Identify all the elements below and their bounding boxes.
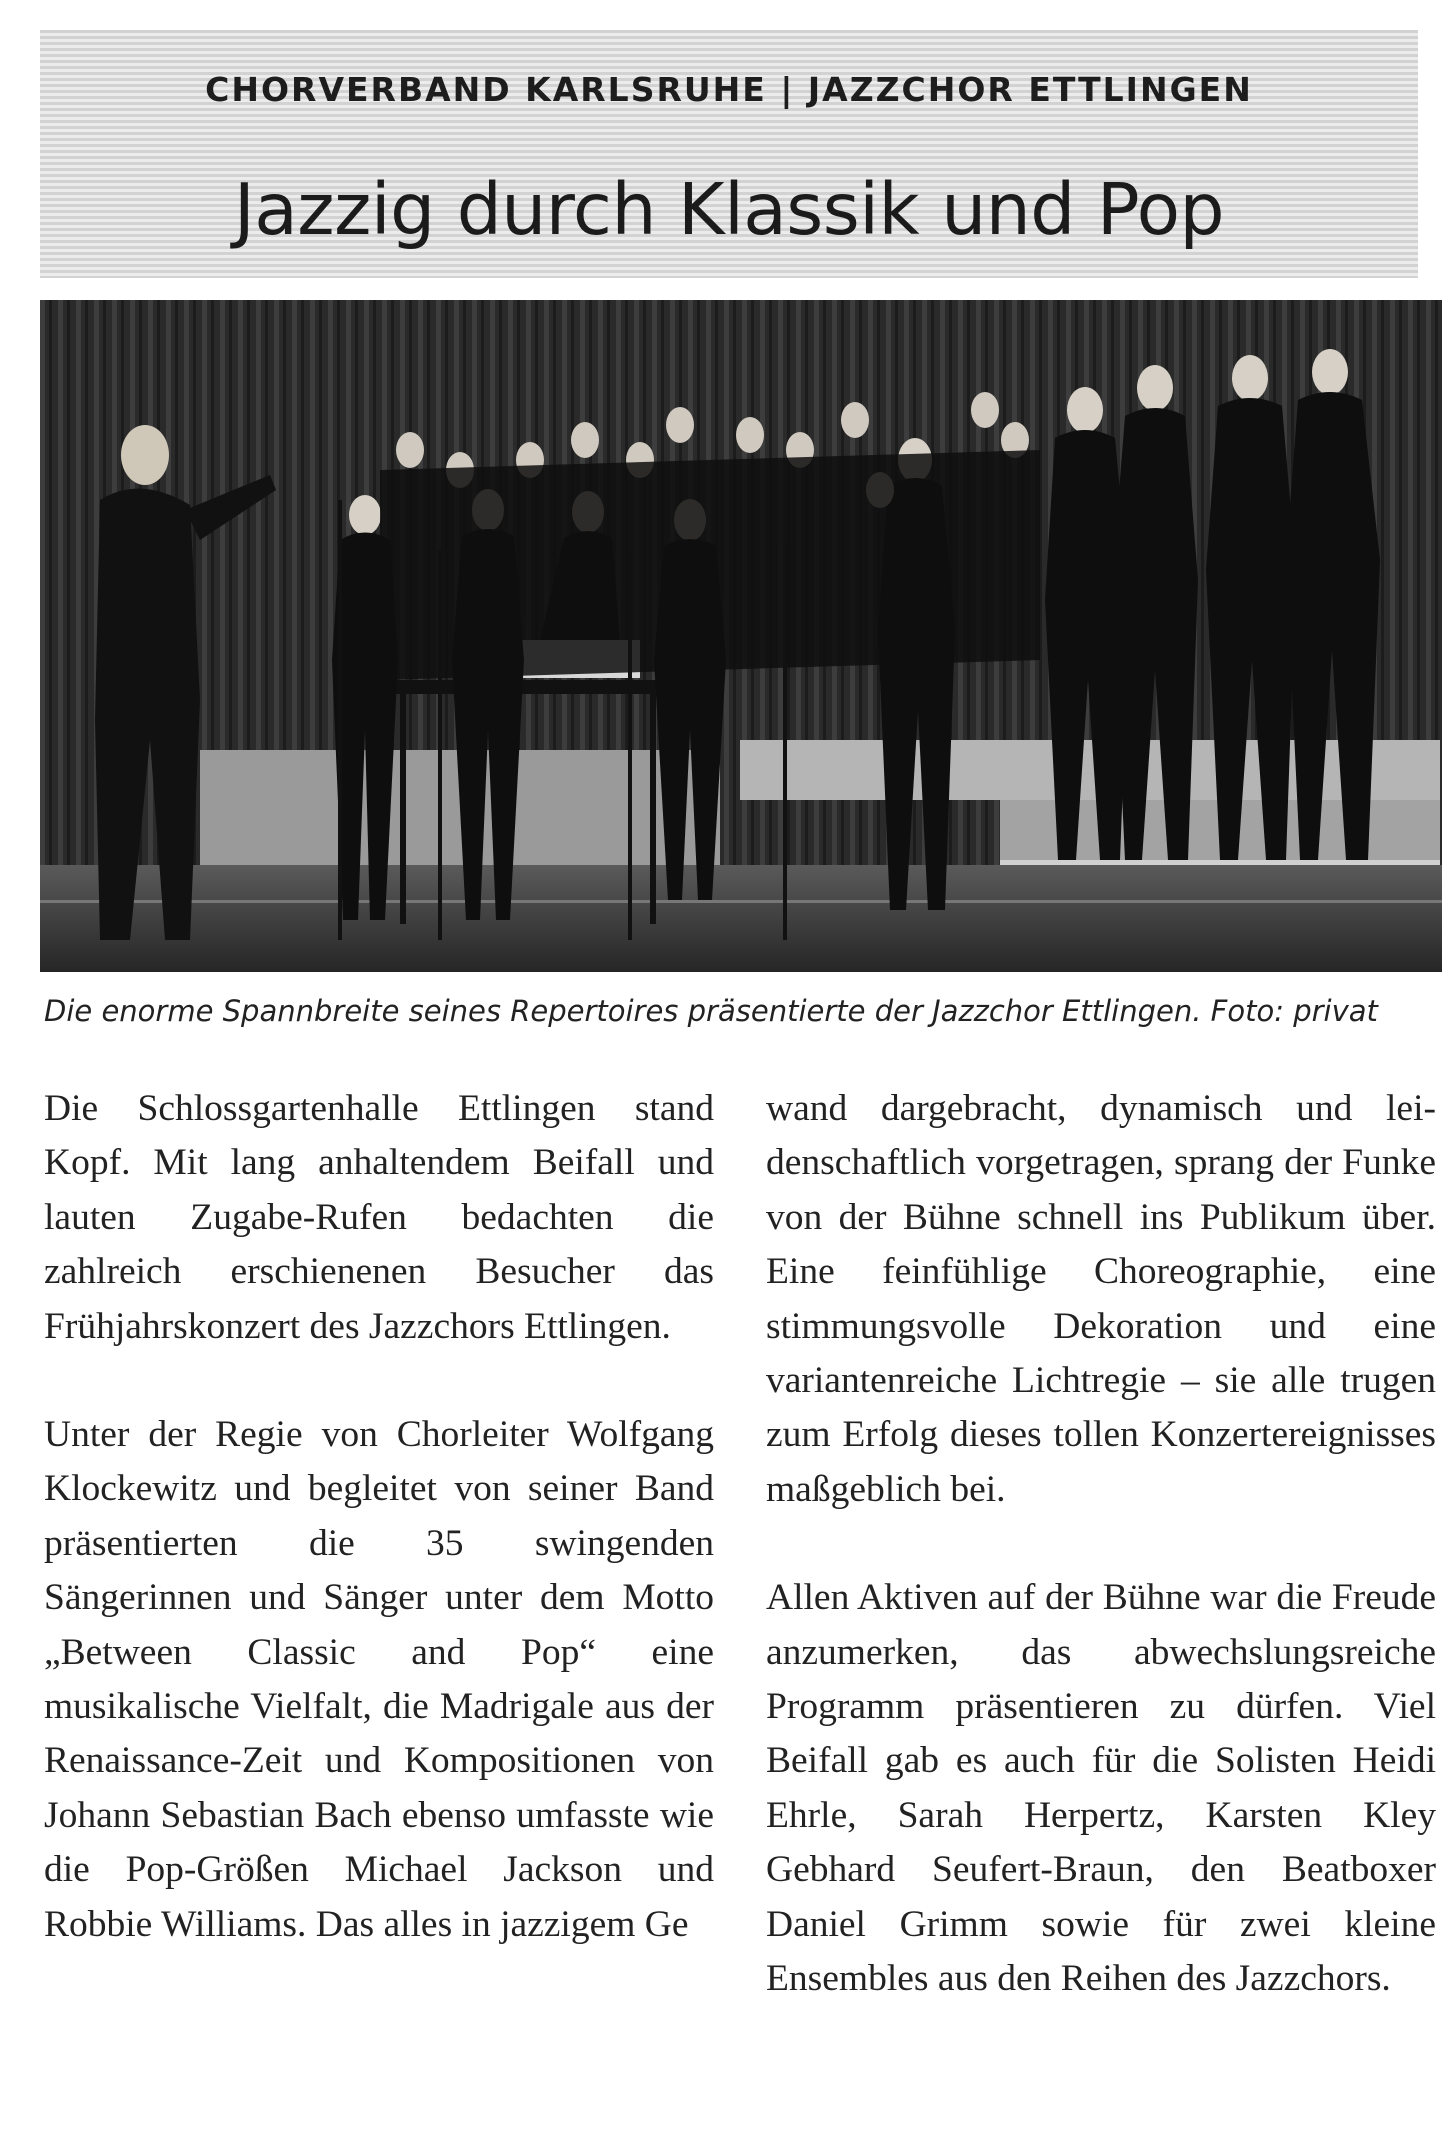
text-column-right bbox=[766, 1082, 1436, 2007]
text-column-left bbox=[44, 1082, 714, 1952]
paragraph: Allen Aktiven auf der Bühne war die Freude anzumerken, das abwechslungsreiche Programm präsentieren zu dürfen. Viel Beifall gab es auch für die Solisten Heidi Ehrle, Sarah Herpertz, Karsten Kley Gebhard Seufert-Braun, den Beatboxer Daniel Grimm sowie für zwei kleine Ensembles aus den Reihen des Jazzchors. bbox=[766, 1577, 1436, 2000]
paragraph: Unter der Regie von Chorleiter Wolfgang Klockewitz und begleitet von seiner Band präsentierten die 35 swingenden Sängerinnen und Sänger unter dem Motto „Between Classic and Pop“ eine musikalische Vielfalt, die Madrigale aus der Renaissance-Zeit und Kompositionen von Johann Sebastian Bach ebenso umfasste wie die Pop-Größen Michael Jackson und Robbie Williams. Das alles in jazzigem Ge bbox=[44, 1414, 714, 1945]
paragraph: Die Schlossgartenhalle Ettlingen stand Kopf. Mit lang anhaltendem Beifall und lauten Zugabe-Rufen bedachten die zahlreich erschienenen Besucher das Frühjahrskonzert des Jazzchors Ettlingen. bbox=[44, 1088, 714, 1347]
choir-photo bbox=[40, 300, 1442, 972]
article-kicker: CHORVERBAND KARLSRUHE | JAZZCHOR ETTLINGEN bbox=[205, 70, 1253, 109]
article-headline: Jazzig durch Klassik und Pop bbox=[233, 168, 1225, 251]
paragraph: wand dargebracht, dynamisch und leidenschaftlich vorgetragen, sprang der Funke von der Bühne schnell ins Publikum über. Eine feinfühlige Choreographie, eine stimmungsvolle Dekoration und eine variantenreiche Lichtregie – sie alle trugen zum Erfolg dieses tollen Konzertereignisses maßgeblich bei. bbox=[766, 1088, 1436, 1510]
photo-caption: Die enorme Spannbreite seines Repertoires präsentierte der Jazzchor Ettlingen. Foto: privat bbox=[44, 994, 1378, 1028]
